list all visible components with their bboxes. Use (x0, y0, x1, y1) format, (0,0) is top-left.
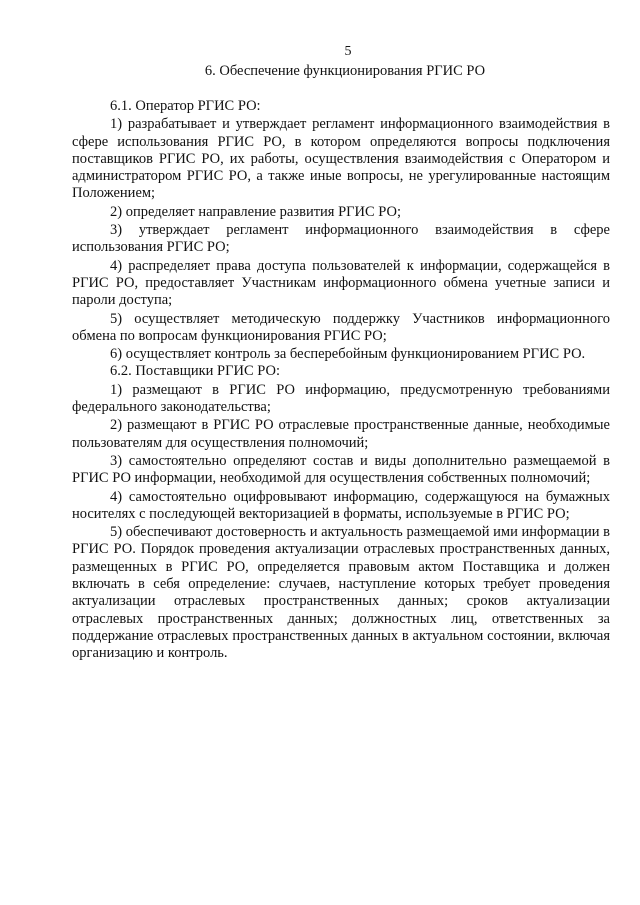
paragraph-6-1-item-6: 6) осуществляет контроль за бесперебойным функционированием РГИС РО. (110, 346, 586, 363)
paragraph-6-1-item-1: 1) разрабатывает и утверждает регламент информационного взаимодействия в сфере использования РГИС РО, в котором определяются вопросы подключения поставщиков РГИС РО, их работы, осуществления взаимодействия с Оператором и администратором РГИС РО, а также иные вопросы, не урегулированные настоящим Положением; (72, 116, 610, 202)
paragraph-6-1-item-3: 3) утверждает регламент информационного взаимодействия в сфере использования РГИС РО; (72, 222, 610, 256)
paragraph-6-2-item-1: 1) размещают в РГИС РО информацию, предусмотренную требованиями федерального законодательства; (72, 381, 610, 416)
paragraph-6-2-item-5: 5) обеспечивают достоверность и актуальность размещаемой ими информации в РГИС РО. Порядок проведения актуализации отраслевых пространственных данных, размещенных в РГИС РО, определяется правовым актом Поставщика и должен включать в себя определение: случаев, наступление которых требует проведения актуализации отраслевых пространственных данных; сроков актуализации отраслевых пространственных данных; должностных лиц, ответственных за поддержание отраслевых пространственных данных в актуальном состоянии, включая организацию и контроль. (72, 524, 610, 662)
section-title: 6. Обеспечение функционирования РГИС РО (204, 63, 486, 79)
paragraph-6-1-heading: 6.1. Оператор РГИС РО: (110, 98, 261, 114)
paragraph-6-1-item-4: 4) распределяет права доступа пользователей к информации, содержащейся в РГИС РО, предоставляет Участникам информационного обмена учетные записи и пароли доступа; (72, 257, 610, 309)
paragraph-6-1-item-5: 5) осуществляет методическую поддержку Участников информационного обмена по вопросам функционирования РГИС РО; (72, 310, 610, 344)
paragraph-6-2-heading: 6.2. Поставщики РГИС РО: (110, 363, 280, 380)
document-page (72, 44, 610, 663)
paragraph-6-2-item-3: 3) самостоятельно определяют состав и виды дополнительно размещаемой в РГИС РО информации, необходимой для осуществления собственных полномочий; (72, 452, 610, 487)
paragraph-6-2-item-4: 4) самостоятельно оцифровывают информацию, содержащуюся на бумажных носителях с последующей векторизацией в форматы, используемые в РГИС РО; (72, 488, 610, 522)
page-number: 5 (344, 44, 352, 59)
paragraph-6-1-item-2: 2) определяет направление развития РГИС РО; (110, 203, 402, 220)
paragraph-6-2-item-2: 2) размещают в РГИС РО отраслевые пространственные данные, необходимые пользователям для осуществления полномочий; (72, 417, 610, 451)
